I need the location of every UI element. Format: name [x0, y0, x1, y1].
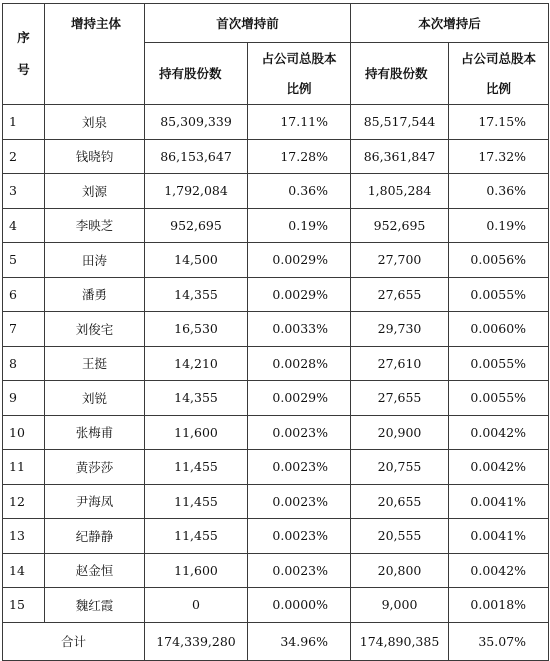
table-row	[3, 208, 549, 243]
row-after-shares: 20,555	[351, 519, 449, 554]
row-seq: 6	[3, 277, 45, 312]
row-seq: 14	[3, 553, 45, 588]
row-before-shares: 11,455	[145, 484, 248, 519]
row-after-ratio: 0.0042%	[449, 450, 549, 485]
row-after-ratio: 0.36%	[449, 174, 549, 209]
row-after-ratio: 0.0041%	[449, 484, 549, 519]
row-before-ratio: 0.0023%	[248, 484, 351, 519]
header-before-group: 首次增持前	[145, 4, 351, 43]
row-before-ratio: 0.0023%	[248, 553, 351, 588]
table-row	[3, 105, 549, 140]
row-before-ratio: 0.36%	[248, 174, 351, 209]
row-before-ratio: 0.0000%	[248, 588, 351, 623]
row-before-shares: 0	[145, 588, 248, 623]
header-after-ratio	[449, 43, 549, 105]
row-after-ratio: 0.19%	[449, 208, 549, 243]
row-after-shares: 20,900	[351, 415, 449, 450]
row-before-ratio: 17.28%	[248, 139, 351, 174]
row-name: 田涛	[45, 243, 145, 278]
total-row	[3, 622, 549, 660]
shareholding-table	[2, 3, 549, 661]
row-before-ratio: 0.0028%	[248, 346, 351, 381]
row-after-shares: 1,805,284	[351, 174, 449, 209]
total-after-ratio: 35.07%	[449, 622, 549, 660]
row-name: 赵金恒	[45, 553, 145, 588]
row-before-shares: 16,530	[145, 312, 248, 347]
total-before-ratio: 34.96%	[248, 622, 351, 660]
table-row	[3, 519, 549, 554]
row-before-ratio: 0.0029%	[248, 381, 351, 416]
row-after-ratio: 0.0042%	[449, 415, 549, 450]
row-before-shares: 86,153,647	[145, 139, 248, 174]
row-seq: 13	[3, 519, 45, 554]
row-before-shares: 14,210	[145, 346, 248, 381]
row-before-shares: 11,455	[145, 450, 248, 485]
row-before-ratio: 0.0029%	[248, 277, 351, 312]
row-after-shares: 20,800	[351, 553, 449, 588]
row-before-shares: 14,355	[145, 381, 248, 416]
header-ratio-line1: 占公司总股本	[261, 50, 337, 66]
row-before-ratio: 0.0023%	[248, 415, 351, 450]
row-before-shares: 11,600	[145, 415, 248, 450]
row-seq: 4	[3, 208, 45, 243]
total-after-shares: 174,890,385	[351, 622, 449, 660]
row-after-shares: 27,655	[351, 277, 449, 312]
row-name: 刘泉	[45, 105, 145, 140]
row-after-ratio: 0.0055%	[449, 381, 549, 416]
header-after-group: 本次增持后	[351, 4, 549, 43]
header-before-ratio	[248, 43, 351, 105]
row-after-ratio: 0.0041%	[449, 519, 549, 554]
row-after-shares: 20,755	[351, 450, 449, 485]
row-after-ratio: 17.15%	[449, 105, 549, 140]
row-before-shares: 952,695	[145, 208, 248, 243]
row-before-shares: 1,792,084	[145, 174, 248, 209]
table-row	[3, 381, 549, 416]
row-before-shares: 85,309,339	[145, 105, 248, 140]
row-name: 张梅甫	[45, 415, 145, 450]
row-after-ratio: 0.0060%	[449, 312, 549, 347]
row-name: 李映芝	[45, 208, 145, 243]
row-seq: 7	[3, 312, 45, 347]
table-row	[3, 174, 549, 209]
row-name: 刘锐	[45, 381, 145, 416]
row-name: 王挺	[45, 346, 145, 381]
row-before-ratio: 0.0023%	[248, 519, 351, 554]
row-after-ratio: 17.32%	[449, 139, 549, 174]
row-after-shares: 20,655	[351, 484, 449, 519]
row-before-ratio: 0.0029%	[248, 243, 351, 278]
row-seq: 15	[3, 588, 45, 623]
header-before-shares: 持有股份数	[145, 43, 248, 105]
row-after-shares: 29,730	[351, 312, 449, 347]
header-seq	[3, 4, 45, 105]
header-subject: 增持主体	[45, 4, 145, 105]
row-name: 纪静静	[45, 519, 145, 554]
row-seq: 3	[3, 174, 45, 209]
row-after-shares: 27,700	[351, 243, 449, 278]
header-ratio-line2: 比例	[486, 80, 512, 96]
row-after-shares: 86,361,847	[351, 139, 449, 174]
row-before-ratio: 0.0023%	[248, 450, 351, 485]
row-seq: 10	[3, 415, 45, 450]
row-after-shares: 9,000	[351, 588, 449, 623]
row-seq: 9	[3, 381, 45, 416]
row-name: 刘源	[45, 174, 145, 209]
row-before-ratio: 0.19%	[248, 208, 351, 243]
total-before-shares: 174,339,280	[145, 622, 248, 660]
row-after-ratio: 0.0056%	[449, 243, 549, 278]
row-before-ratio: 0.0033%	[248, 312, 351, 347]
row-name: 钱晓钧	[45, 139, 145, 174]
table-row	[3, 312, 549, 347]
row-before-shares: 14,500	[145, 243, 248, 278]
table-row	[3, 450, 549, 485]
table-body	[3, 105, 549, 661]
total-label: 合计	[3, 622, 145, 660]
row-name: 尹海凤	[45, 484, 145, 519]
row-name: 刘俊宅	[45, 312, 145, 347]
row-before-shares: 14,355	[145, 277, 248, 312]
header-seq-bottom: 号	[17, 62, 30, 77]
row-before-shares: 11,600	[145, 553, 248, 588]
row-after-shares: 27,655	[351, 381, 449, 416]
header-ratio-line1: 占公司总股本	[461, 50, 537, 66]
row-seq: 8	[3, 346, 45, 381]
table-row	[3, 346, 549, 381]
table-row	[3, 243, 549, 278]
table-row	[3, 484, 549, 519]
row-after-ratio: 0.0055%	[449, 277, 549, 312]
row-after-ratio: 0.0055%	[449, 346, 549, 381]
row-seq: 11	[3, 450, 45, 485]
table-row	[3, 415, 549, 450]
header-seq-top: 序	[17, 30, 30, 45]
row-seq: 12	[3, 484, 45, 519]
table-row	[3, 139, 549, 174]
row-name: 魏红霞	[45, 588, 145, 623]
row-seq: 1	[3, 105, 45, 140]
row-seq: 2	[3, 139, 45, 174]
row-before-ratio: 17.11%	[248, 105, 351, 140]
row-name: 黄莎莎	[45, 450, 145, 485]
header-after-shares: 持有股份数	[351, 43, 449, 105]
header-row-top	[3, 4, 549, 43]
table-row	[3, 588, 549, 623]
row-name: 潘勇	[45, 277, 145, 312]
row-seq: 5	[3, 243, 45, 278]
header-ratio-line2: 比例	[286, 80, 312, 96]
row-after-ratio: 0.0018%	[449, 588, 549, 623]
table-row	[3, 277, 549, 312]
row-before-shares: 11,455	[145, 519, 248, 554]
row-after-shares: 27,610	[351, 346, 449, 381]
table-row	[3, 553, 549, 588]
row-after-ratio: 0.0042%	[449, 553, 549, 588]
row-after-shares: 952,695	[351, 208, 449, 243]
row-after-shares: 85,517,544	[351, 105, 449, 140]
